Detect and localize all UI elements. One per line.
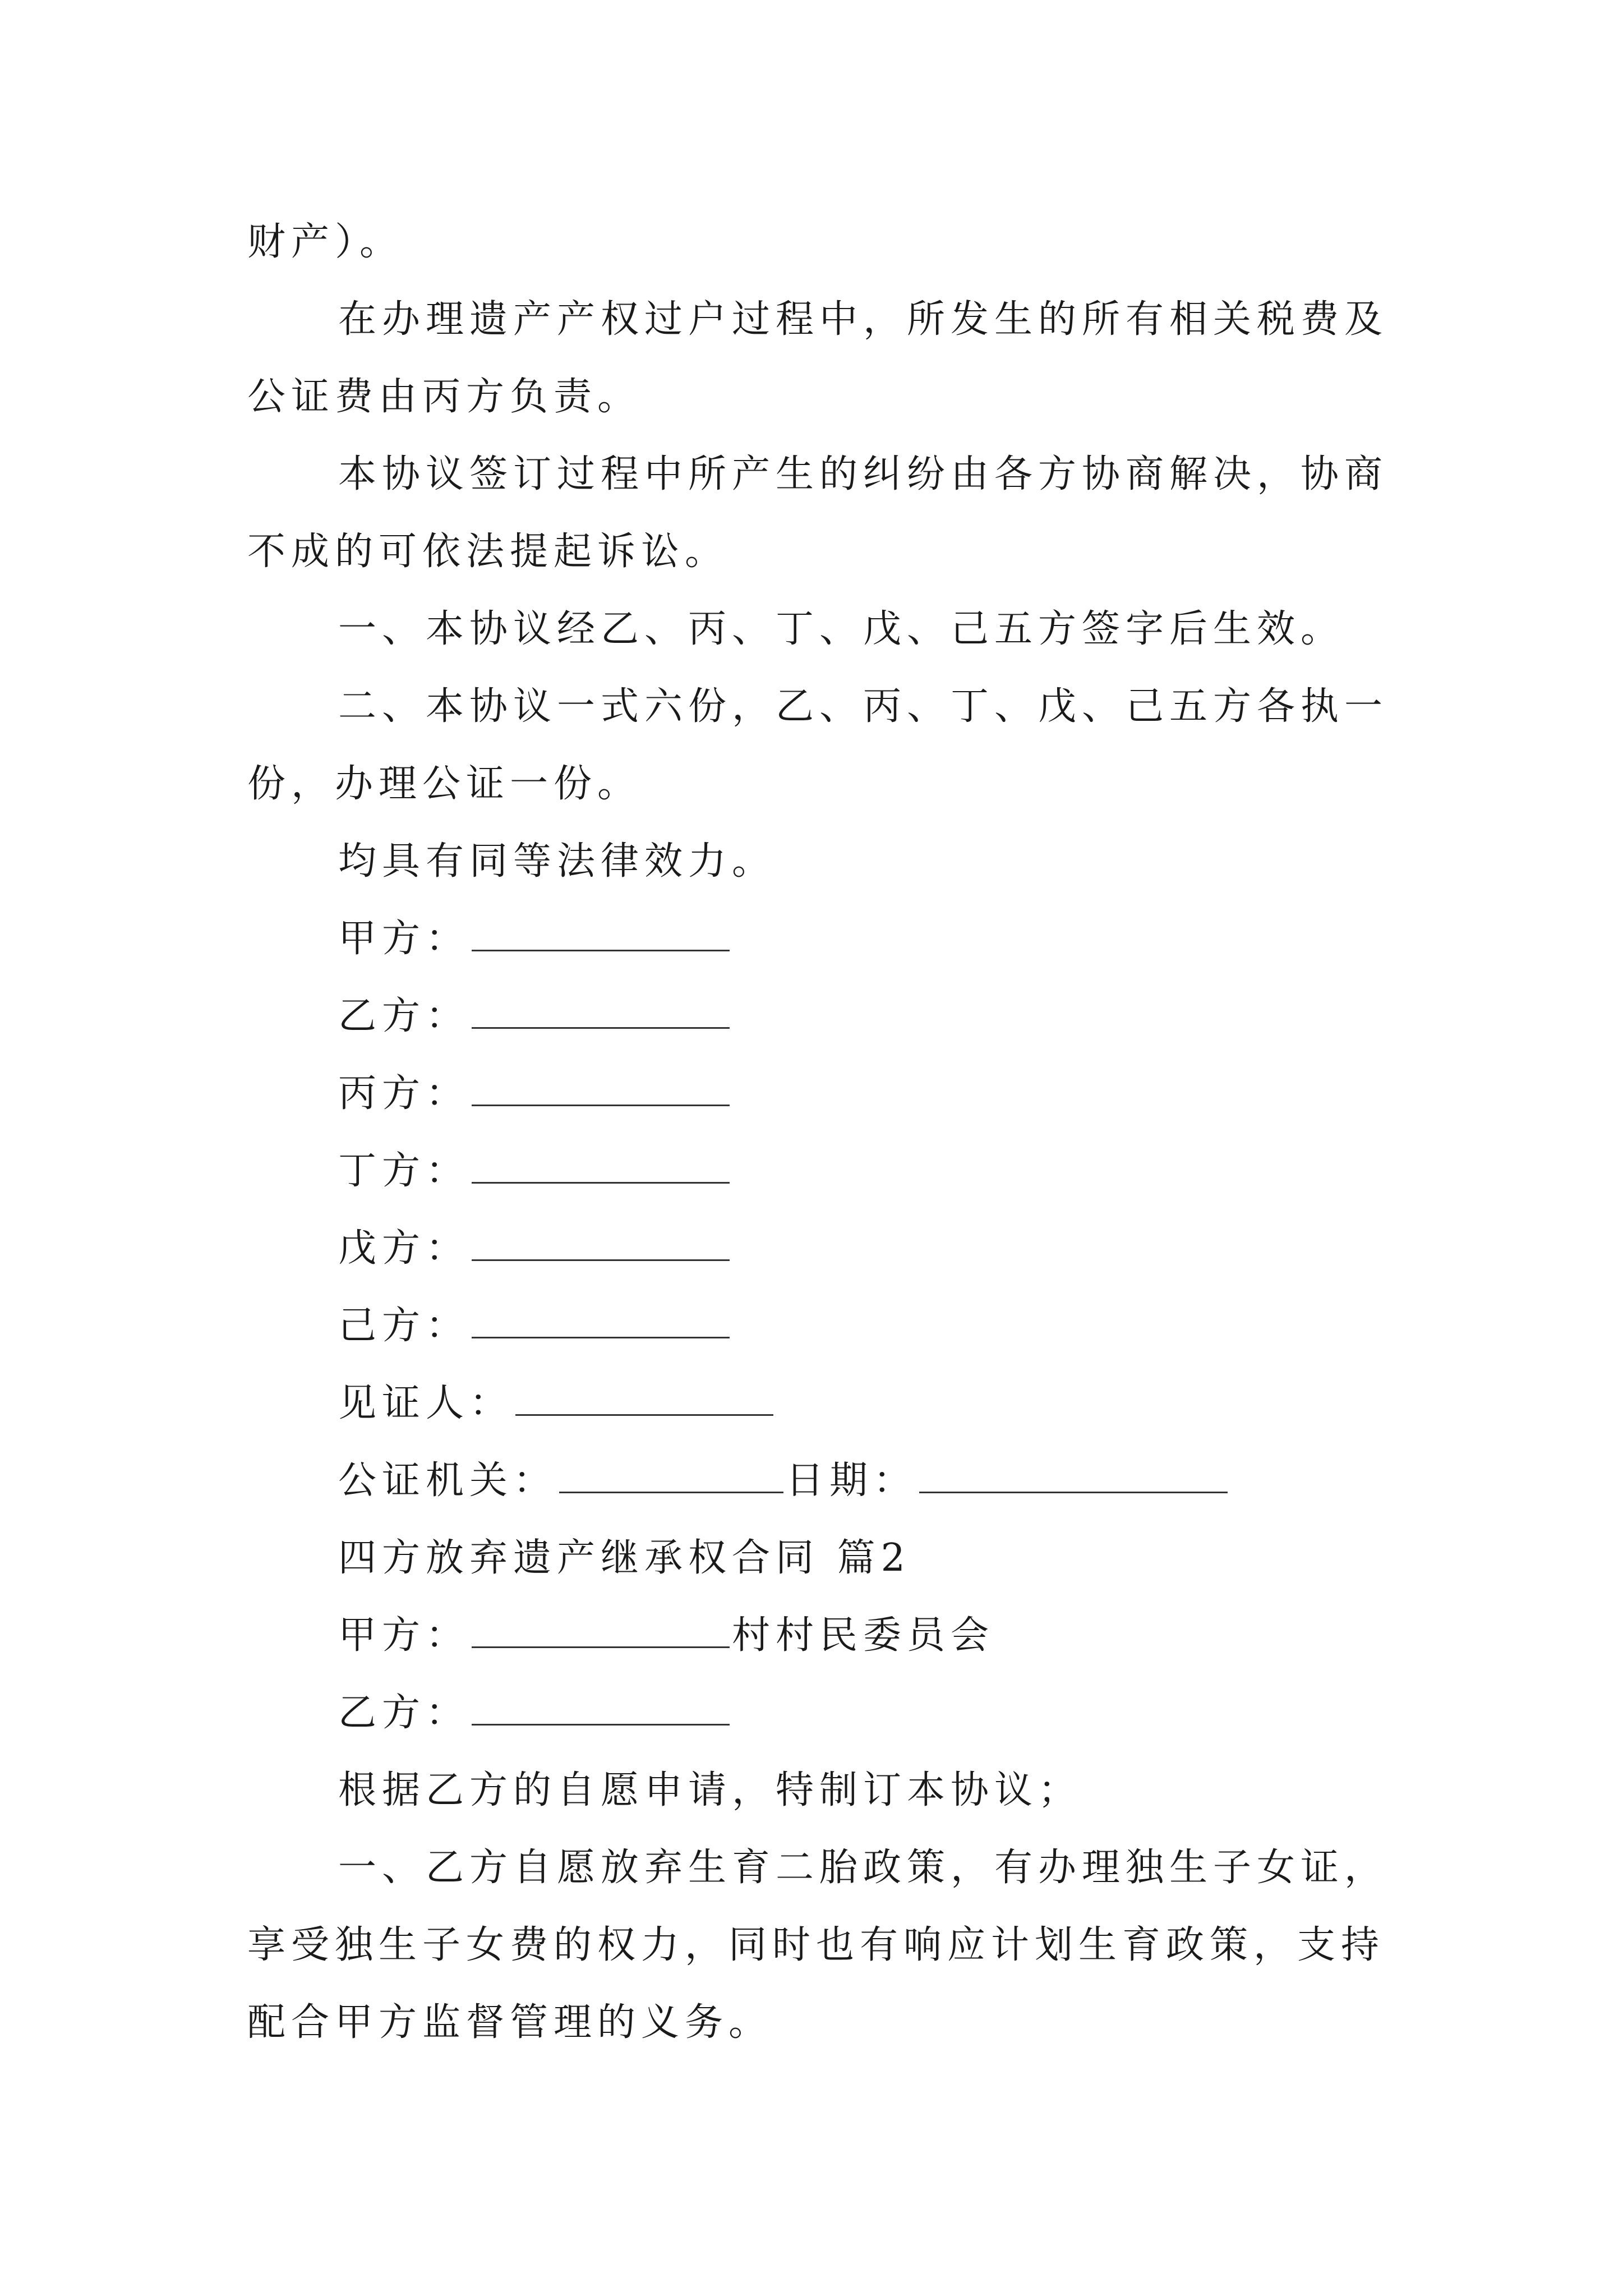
witness-label: 见证人： xyxy=(338,1381,514,1425)
signature-blank[interactable] xyxy=(472,1304,730,1338)
signature-blank[interactable] xyxy=(472,1227,730,1261)
paragraph-line: 不成的可依法提起诉讼。 xyxy=(247,530,729,574)
witness-blank[interactable] xyxy=(515,1382,773,1416)
signature-line-party-d xyxy=(338,1149,732,1194)
paragraph-line: 在办理遗产产权过户过程中，所发生的所有相关税费及 xyxy=(338,297,1389,342)
signature-blank[interactable] xyxy=(472,1072,730,1106)
signature-label: 己方： xyxy=(338,1304,470,1348)
signature-blank[interactable] xyxy=(472,1149,730,1184)
signature-label: 乙方： xyxy=(338,994,470,1038)
date-blank[interactable] xyxy=(919,1459,1228,1493)
paragraph-line: 一、本协议经乙、丙、丁、戊、己五方签字后生效。 xyxy=(338,607,1345,651)
signature-blank[interactable] xyxy=(472,995,730,1029)
witness-line xyxy=(338,1381,776,1426)
paragraph-line: 财产）。 xyxy=(247,220,404,264)
signature-line-party-e xyxy=(338,1226,732,1271)
signature-blank[interactable] xyxy=(472,917,730,951)
signature-label: 丁方： xyxy=(338,1149,470,1193)
signature-line-party-a xyxy=(338,917,732,961)
signature-label: 戊方： xyxy=(338,1226,470,1271)
signature-label: 甲方： xyxy=(338,917,470,961)
notary-date-line xyxy=(338,1458,1230,1503)
paragraph-line: 一、乙方自愿放弃生育二胎政策，有办理独生子女证， xyxy=(338,1846,1389,1890)
party-b-label: 乙方： xyxy=(338,1691,470,1735)
signature-line-party-b xyxy=(338,994,732,1039)
paragraph-line: 本协议签订过程中所产生的纠纷由各方协商解决，协商 xyxy=(338,452,1389,496)
section-title: 四方放弃遗产继承权合同 篇2 xyxy=(338,1536,911,1580)
paragraph-line: 份，办理公证一份。 xyxy=(247,762,642,806)
party-a-blank[interactable] xyxy=(472,1614,730,1648)
notary-label: 公证机关： xyxy=(338,1458,557,1503)
paragraph-line: 配合甲方监督管理的义务。 xyxy=(247,2000,773,2045)
paragraph-line: 根据乙方的自愿申请，特制订本协议； xyxy=(338,1768,1082,1812)
paragraph-line: 公证费由丙方负责。 xyxy=(247,375,642,419)
party-a-suffix: 村村民委员会 xyxy=(732,1613,995,1658)
party-b-blank[interactable] xyxy=(472,1691,730,1726)
paragraph-line: 二、本协议一式六份，乙、丙、丁、戊、己五方各执一 xyxy=(338,684,1389,729)
paragraph-line: 均具有同等法律效力。 xyxy=(338,839,776,884)
signature-label: 丙方： xyxy=(338,1071,470,1116)
signature-line-party-f xyxy=(338,1304,732,1349)
signature-line-party-c xyxy=(338,1071,732,1116)
party-a-line xyxy=(338,1613,994,1658)
party-b-line xyxy=(338,1691,732,1736)
party-a-label: 甲方： xyxy=(338,1613,470,1658)
notary-blank[interactable] xyxy=(559,1459,783,1493)
date-label: 日期： xyxy=(786,1458,917,1503)
paragraph-line: 享受独生子女费的权力，同时也有响应计划生育政策，支持 xyxy=(247,1923,1385,1967)
